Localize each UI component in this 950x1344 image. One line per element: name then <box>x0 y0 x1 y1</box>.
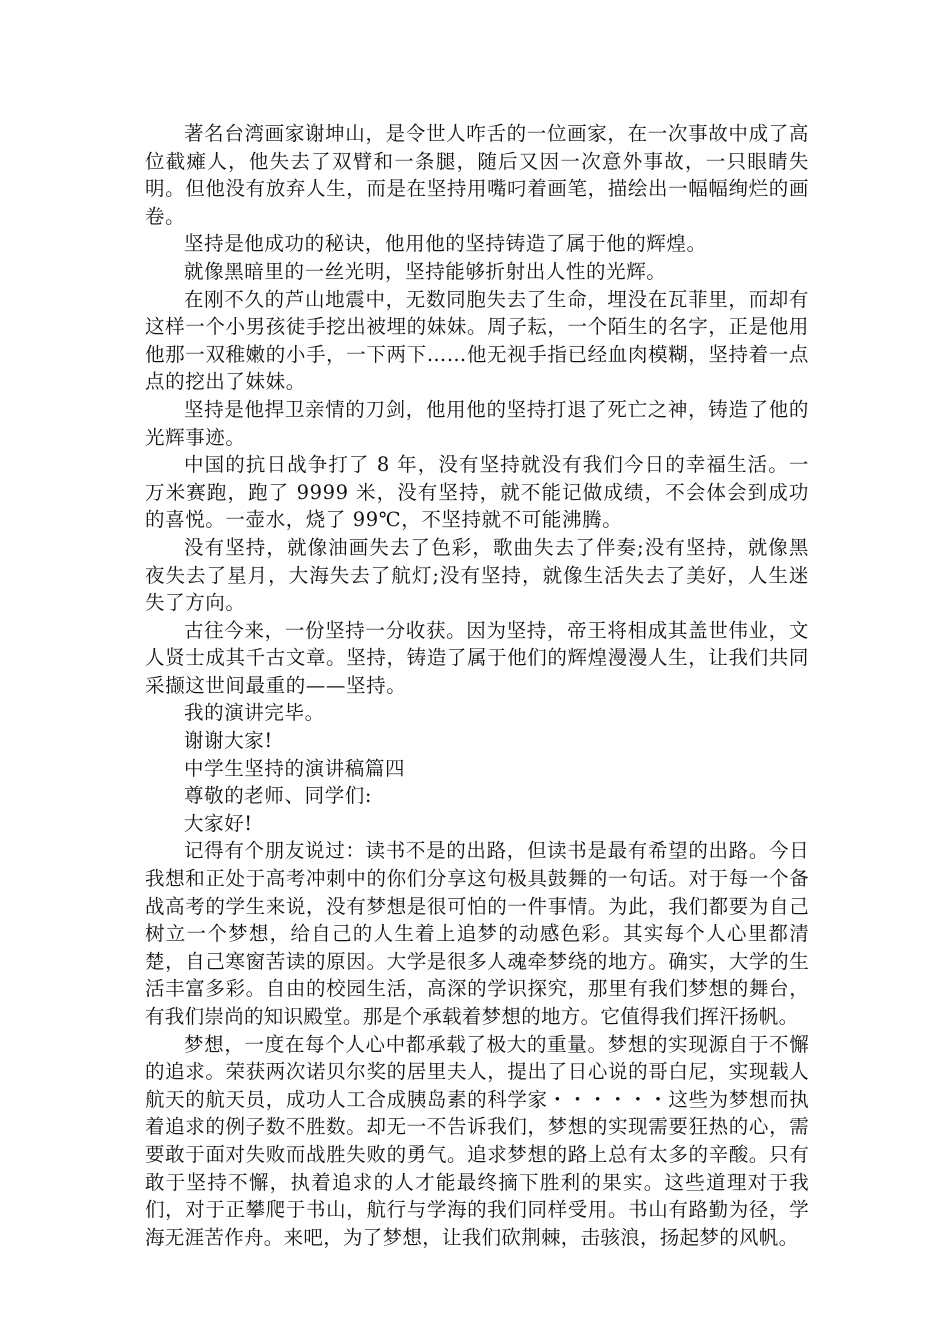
paragraph-anti-japanese-war: 中国的抗日战争打了 8 年，没有坚持就没有我们今日的幸福生活。一万米赛跑，跑了 9999 米，没有坚持，就不能记做成绩，不会体会到成功的喜悦。一壶水，烧了 99℃，不坚持就不可能沸腾。 <box>145 453 809 532</box>
paragraph-lushan-earthquake: 在刚不久的芦山地震中，无数同胞失去了生命，埋没在瓦菲里，而却有这样一个小男孩徒手挖出被埋的妹妹。周子耘，一个陌生的名字，正是他用他那一双稚嫩的小手，一下两下……他无视手指已经血肉模糊，坚持着一点点的挖出了妹妹。 <box>145 287 809 394</box>
paragraph-through-the-ages: 古往今来，一份坚持一分收获。因为坚持，帝王将相成其盖世伟业，文人贤士成其千古文章。坚持，铸造了属于他们的辉煌漫漫人生，让我们共同采撷这世间最重的——坚持。 <box>145 618 809 697</box>
paragraph-speech-finished: 我的演讲完毕。 <box>184 701 325 725</box>
paragraph-greeting: 大家好! <box>184 811 253 835</box>
document-page <box>145 120 809 1251</box>
paragraph-thanks: 谢谢大家! <box>184 729 273 753</box>
paragraph-secret-of-success: 坚持是他成功的秘诀，他用他的坚持铸造了属于他的辉煌。 <box>184 232 707 256</box>
paragraph-salutation: 尊敬的老师、同学们: <box>184 784 373 808</box>
paragraph-family-sword: 坚持是他捍卫亲情的刀剑，他用他的坚持打退了死亡之神，铸造了他的光辉事迹。 <box>145 397 809 449</box>
section-heading: 中学生坚持的演讲稿篇四 <box>184 756 406 780</box>
paragraph-xie-kunshan: 著名台湾画家谢坤山，是令世人咋舌的一位画家，在一次事故中成了高位截瘫人，他失去了双臂和一条腿，随后又因一次意外事故，一只眼睛失明。但他没有放弃人生，而是在坚持用嘴叼着画笔，描绘出一幅幅绚烂的画卷。 <box>145 122 809 228</box>
paragraph-reading-and-dreams: 记得有个朋友说过：读书不是的出路，但读书是最有希望的出路。今日我想和正处于高考冲刺中的你们分享这句极具鼓舞的一句话。对于每一个备战高考的学生来说，没有梦想是很可怕的一件事情。为此，我们都要为自己树立一个梦想，给自己的人生着上追梦的动感色彩。其实每个人心里都清楚，自己寒窗苦读的原因。大学是很多人魂牵梦绕的地方。确实，大学的生活丰富多彩。自由的校园生活，高深的学识探究，那里有我们梦想的舞台，有我们崇尚的知识殿堂。那是个承载着梦想的地方。它值得我们挥汗扬帆。 <box>145 839 809 1028</box>
paragraph-dreams-weight: 梦想，一度在每个人心中都承载了极大的重量。梦想的实现源自于不懈的追求。荣获两次诺贝尔奖的居里夫人，提出了日心说的哥白尼，实现载人航天的航天员，成功人工合成胰岛素的科学家・・・・・・这些为梦想而执着追求的例子数不胜数。却无一不告诉我们，梦想的实现需要狂热的心，需要敢于面对失败而战胜失败的勇气。追求梦想的路上总有太多的辛酸。只有敢于坚持不懈，执着追求的人才能最终摘下胜利的果实。这些道理对于我们，对于正攀爬于书山，航行与学海的我们同样受用。书山有路勤为径，学海无涯苦作舟。来吧，为了梦想，让我们砍荆棘，击骇浪，扬起梦的风帆。 <box>145 1032 809 1249</box>
paragraph-without-persistence: 没有坚持，就像油画失去了色彩，歌曲失去了伴奏;没有坚持，就像黑夜失去了星月，大海失去了航灯;没有坚持，就像生活失去了美好，人生迷失了方向。 <box>145 535 809 615</box>
paragraph-light-in-dark: 就像黑暗里的一丝光明，坚持能够折射出人性的光辉。 <box>184 259 667 283</box>
